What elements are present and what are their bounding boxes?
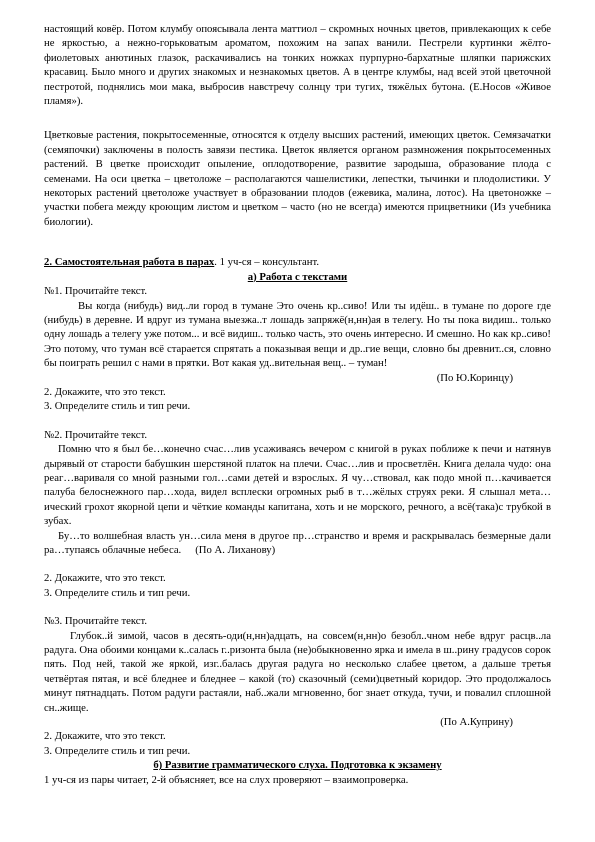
task3-question-1: 2. Докажите, что это текст. xyxy=(44,730,166,743)
task3-question-2: 3. Определите стиль и тип речи. xyxy=(44,744,191,757)
section-b-heading: б) Развитие грамматического слуха. Подготовка к экзамену xyxy=(153,759,442,772)
intro-paragraph: настоящий ковёр. Потом клумбу опоясывала лента маттиол – скромных ночных цветов, привлекающих к себе не яркостью, а нежно-горьковатым ароматом, похожим на запах ванили. Пестрели куртинки жёлто-фиолетовых анютиных глазок, раскачивались на тонких ножках пурпурно-бархатные шляпки парижских красавиц. Было много и других знакомых и незнакомых цветов. А в центре клумбы, над всей этой цветочной пестротой, поднялись мои мака, выбросив навстречу солнцу три тугих, тяжёлых бутона. (Е.Носов «Живое пламя»). xyxy=(44,23,551,108)
task1-title: №1. Прочитайте текст. xyxy=(44,285,148,298)
task2-question-1: 2. Докажите, что это текст. xyxy=(44,572,166,585)
section2-heading xyxy=(44,255,551,269)
task1-question-2: 3. Определите стиль и тип речи. xyxy=(44,400,191,413)
task3-attribution: (По А.Куприну) xyxy=(440,716,513,729)
task2-text-2 xyxy=(44,529,551,558)
task2-text: Помню что я был бе…конечно счас…лив усаживаясь вечером с книгой в руках поближе к печи и натянув дырявый от старости бабушкин шерстяной платок на плечи. Счас…лив и просветлён. Книга делала чудо: она реаг…вариваля со мной разными гол…сами детей и взрослых. Я чу…ствовал, как подо мной п…качивается палуба белоснежного пар…хода, видел всплески огромных рыб в т…жёлых струях реки. Я слышал мета…ический грохот якорной цепи и чёткие команды капитана, хоть и не морского, речного, а всё(така)с трубкой в зубах. xyxy=(44,443,551,528)
section-b-text: 1 уч-ся из пары читает, 2-й объясняет, все на слух проверяют – взаимопроверка. xyxy=(44,773,409,786)
section2-heading-rest: . 1 уч-ся – консультант. xyxy=(214,256,320,269)
section2-subheading: а) Работа с текстами xyxy=(247,270,348,283)
task1-text: Вы когда (нибудь) вид..ли город в тумане Это очень кр..сиво! Или ты идёш.. в тумане по дороге где (нибудь) в деревне. И вдруг из тумана выезжа..т лошадь запряжё(н,нн)ая в телегу. Но ты пока видиш.. только одну лошадь а телегу уже потом... и всё видиш.. только часть, это очень интересно. И смешно. Но как кр..сиво! Это потому, что туман всё старается спрятать а показывая вещи и др..гие вещи, словно бы древнит..ся, словно бы поиграть решил с нами в прятки. Вот какая уд..вительная вещ.. – туман! xyxy=(44,299,551,370)
section2-heading-bold: 2. Самостоятельная работа в парах xyxy=(44,256,215,269)
task2-title: №2. Прочитайте текст. xyxy=(44,428,148,441)
task1-attribution: (По Ю.Коринцу) xyxy=(436,371,513,384)
task2-question-2: 3. Определите стиль и тип речи. xyxy=(44,586,191,599)
task2-attribution: (По А. Лиханову) xyxy=(195,544,276,556)
task3-title: №3. Прочитайте текст. xyxy=(44,615,148,628)
task2-text-2-body: Бу…то волшебная власть ун…сила меня в другое пр…странство и время и раскрывалась безмерные дали ра…тупаясь облачные небеса. xyxy=(44,529,551,556)
biology-paragraph: Цветковые растения, покрытосеменные, относятся к отделу высших растений, имеющих цветок. Семязачатки (семяпочки) заключены в полость завязи пестика. Цветок является органом размножения покрытосеменных растений. В цветке происходит опыление, оплодотворение, развитие зародыша, образование плода с семенами. На оси цветка – цветоложе – располагаются чашелистики, лепестки, тычинки и плодолистики. У некоторых растений цветоложе участвует в образовании плодов (ежевика, малина, лотос). На цветоножке – участки побега между кроющим листом и цветком – часто (но не всегда) имеются прицветники (Из учебника биологии). xyxy=(44,129,551,228)
task3-text: Глубок..й зимой, часов в десять-оди(н,нн)адцать, на совсем(н,нн)о безобл..чном небе вдруг расцв..ла радуга. Она обоими концами к..салась г..ризонта была (не)обыкновенно ярка и имела в ш..рину градусов сорок пять. Под ней, такой же яркой, изг..балась другая радуга но несколько слабее цветом, а дальше третья четвёртая пятая, и всё бледнее и бледнее – какой (то) сказочный (семи)цветный коридор. Это продолжалось минут пятнадцать. Потом радуги растаяли, наб..жали мгновенно, бог знает откуда, тучи, и повалил сплошной сн..жище. xyxy=(44,629,551,714)
task1-question-1: 2. Докажите, что это текст. xyxy=(44,385,166,398)
